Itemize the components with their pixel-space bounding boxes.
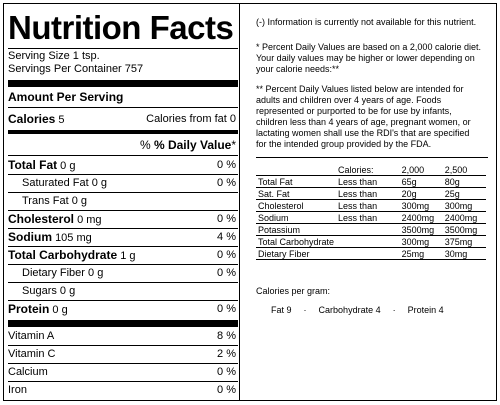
table-row <box>256 188 486 200</box>
divider <box>8 155 238 156</box>
daily-values-reference-table <box>256 164 486 260</box>
table-cell: Total Fat <box>256 176 336 188</box>
vitamin-label: Vitamin A <box>8 330 55 342</box>
calories-row <box>8 111 238 128</box>
nutrient-row-trans-fat <box>8 193 238 210</box>
table-cell: Calories: <box>336 164 400 176</box>
divider-thick <box>8 80 238 87</box>
table-cell <box>336 236 400 248</box>
divider <box>256 157 488 158</box>
table-cell: Less than <box>336 188 400 200</box>
divider-thick <box>8 320 238 327</box>
nutrient-dv: 0 % <box>217 303 236 315</box>
label-title: Nutrition Facts <box>8 9 234 46</box>
separator-dot: · <box>303 305 307 315</box>
vitamin-label: Vitamin C <box>8 348 56 360</box>
table-cell: Sodium <box>256 212 336 224</box>
table-cell: 300mg <box>443 200 486 212</box>
nutrient-dv: 4 % <box>217 231 236 243</box>
calories-from-fat: Calories from fat 0 <box>146 113 236 125</box>
table-cell: 375mg <box>443 236 486 248</box>
nutrient-label: Dietary Fiber <box>22 267 85 279</box>
divider-medium <box>8 130 238 134</box>
nutrient-row-total-fat <box>8 157 238 174</box>
table-cell: Less than <box>336 212 400 224</box>
vitamin-dv: 0 % <box>217 384 236 396</box>
nutrient-label: Sugars <box>22 285 57 297</box>
nutrient-label: Sodium <box>8 230 52 244</box>
nutrient-amount: 0 g <box>52 304 68 316</box>
nutrient-row-cholesterol <box>8 211 238 228</box>
protein-per-gram: Protein 4 <box>407 305 444 315</box>
nutrient-dv: 0 % <box>217 177 236 189</box>
table-cell <box>256 164 336 176</box>
rdi-note-line: ** Percent Daily Values listed below are intended for <box>256 84 464 94</box>
table-cell: Cholesterol <box>256 200 336 212</box>
divider <box>8 48 238 49</box>
carbohydrate-per-gram: Carbohydrate 4 <box>318 305 381 315</box>
table-header-row <box>256 164 486 176</box>
amount-per-serving-row <box>8 89 238 106</box>
table-row <box>256 248 486 260</box>
divider <box>8 107 238 108</box>
vitamin-row-iron <box>8 382 238 399</box>
nutrient-row-sugars <box>8 283 238 300</box>
table-cell: Less than <box>336 200 400 212</box>
nutrient-amount: 1 g <box>120 250 136 262</box>
table-cell: Less than <box>336 176 400 188</box>
table-cell: 80g <box>443 176 486 188</box>
serving-size: Serving Size 1 tsp. <box>8 50 100 62</box>
fat-per-gram: Fat 9 <box>271 305 292 315</box>
table-row <box>256 200 486 212</box>
rdi-note-line: adults and children over 4 years of age. Foods <box>256 95 442 105</box>
nutrient-amount: 0 g <box>60 160 76 172</box>
table-cell: Dietary Fiber <box>256 248 336 260</box>
calories-per-gram-values <box>271 305 490 316</box>
table-row <box>256 236 486 248</box>
nutrient-label: Total Carbohydrate <box>8 248 118 262</box>
nutrient-row-total-carbohydrate <box>8 247 238 264</box>
nutrient-amount: 0 g <box>71 195 88 207</box>
nutrient-amount: 0 g <box>59 285 76 297</box>
nutrient-row-saturated-fat <box>8 175 238 192</box>
nutrition-facts-panel <box>4 4 240 400</box>
rdi-note-line: for the intended group provided by the FDA. <box>256 139 432 149</box>
footnotes-panel <box>256 4 490 400</box>
table-cell <box>336 248 400 260</box>
nutrient-amount: 0 mg <box>77 214 102 226</box>
table-cell: 20g <box>400 188 443 200</box>
table-cell: 2,000 <box>400 164 443 176</box>
table-cell: 2400mg <box>400 212 443 224</box>
table-cell: 25g <box>443 188 486 200</box>
daily-value-asterisk: * <box>231 138 236 152</box>
vitamin-dv: 0 % <box>217 366 236 378</box>
rdi-note-line: lactating women shall use the RDI's that are specified <box>256 128 470 138</box>
percent-dv-note-line: Your daily values may be higher or lower depending on <box>256 53 475 63</box>
table-cell: 300mg <box>400 236 443 248</box>
rdi-note-line: represented or purported to be for use by infants, <box>256 106 452 116</box>
amount-per-serving: Amount Per Serving <box>8 90 124 104</box>
separator-dot: · <box>392 305 396 315</box>
vitamin-dv: 8 % <box>217 330 236 342</box>
percent-dv-note-line: your calorie needs:** <box>256 64 340 74</box>
nutrient-row-dietary-fiber <box>8 265 238 282</box>
nutrient-label: Cholesterol <box>8 212 75 226</box>
vitamin-label: Calcium <box>8 366 48 378</box>
nutrient-amount: 105 mg <box>55 232 92 244</box>
vitamin-dv: 2 % <box>217 348 236 360</box>
nutrient-row-protein <box>8 301 238 318</box>
nutrient-label: Total Fat <box>8 158 58 172</box>
table-cell: 65g <box>400 176 443 188</box>
table-cell: 2,500 <box>443 164 486 176</box>
table-row <box>256 224 486 236</box>
table-cell: Sat. Fat <box>256 188 336 200</box>
calories-per-gram-label: Calories per gram: <box>256 286 331 296</box>
table-cell: Total Carbohydrate <box>258 236 335 247</box>
rdi-note-line: children less than 4 years of age, pregnant women, or <box>256 117 471 127</box>
nutrient-dv: 0 % <box>217 159 236 171</box>
table-cell: 3500mg <box>443 224 486 236</box>
unavailable-note: (-) Information is currently not available for this nutrient. <box>256 17 477 27</box>
nutrient-dv: 0 % <box>217 267 236 279</box>
table-cell: 2400mg <box>443 212 486 224</box>
calories-label: Calories <box>8 112 56 126</box>
table-row <box>256 212 486 224</box>
vitamin-row-vitamin-c <box>8 346 238 363</box>
daily-value-header-row: % % Daily Value* <box>139 138 236 152</box>
vitamin-row-vitamin-a <box>8 328 238 345</box>
servings-per-container: Servings Per Container 757 <box>8 63 144 75</box>
table-cell <box>336 224 400 236</box>
table-cell: Potassium <box>256 224 336 236</box>
table-cell: 30mg <box>443 248 486 260</box>
nutrient-label: Trans Fat <box>22 195 69 207</box>
nutrient-dv: 0 % <box>217 213 236 225</box>
nutrient-row-sodium <box>8 229 238 246</box>
table-cell: 3500mg <box>400 224 443 236</box>
nutrient-label: Protein <box>8 302 50 316</box>
table-cell: 25mg <box>400 248 443 260</box>
nutrient-amount: 0 g <box>91 177 108 189</box>
table-row <box>256 176 486 188</box>
nutrient-amount: 0 g <box>88 267 104 279</box>
vitamin-label: Iron <box>8 384 27 396</box>
table-cell: 300mg <box>400 200 443 212</box>
nutrient-dv: 0 % <box>217 249 236 261</box>
calories-value: 5 <box>58 114 65 126</box>
nutrient-label: Saturated Fat <box>22 177 89 189</box>
vitamin-row-calcium <box>8 364 238 381</box>
percent-dv-note-line: * Percent Daily Values are based on a 2,000 calorie diet. <box>256 42 481 52</box>
daily-value-header: % Daily Value <box>153 138 232 152</box>
